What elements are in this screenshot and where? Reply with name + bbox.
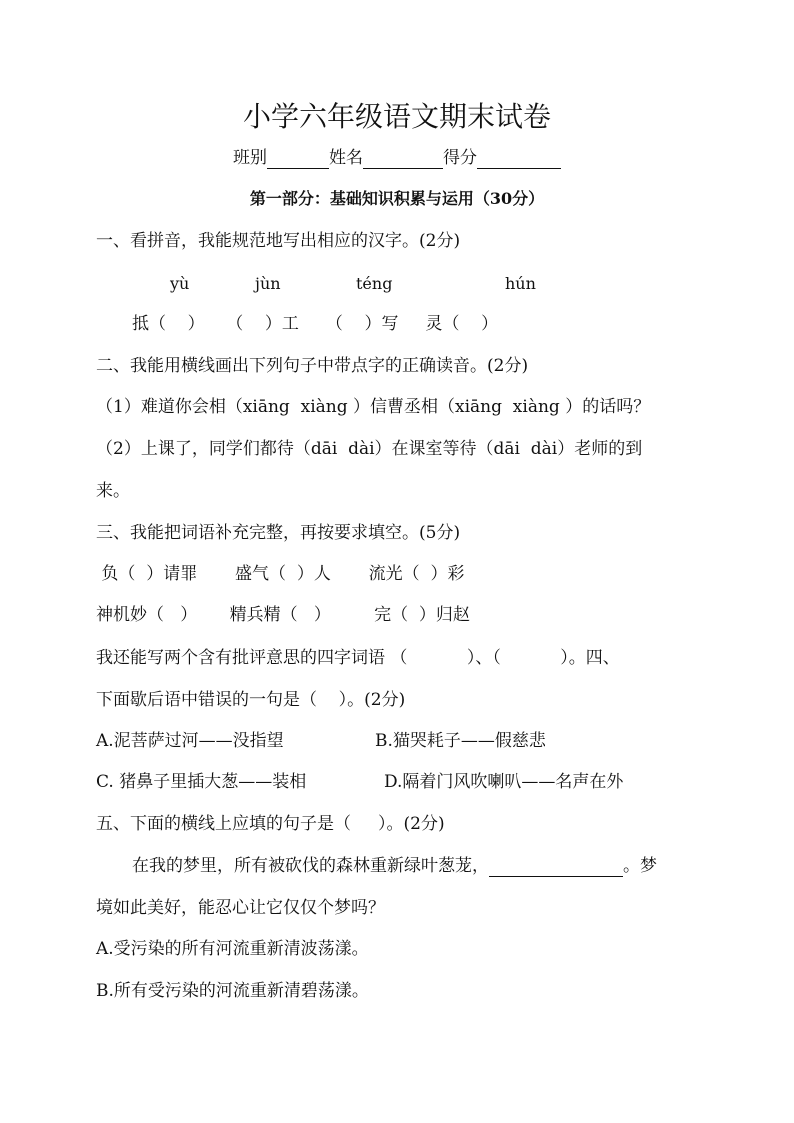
question-4-stem: 下面歇后语中错误的一句是（ ）。(2分)	[96, 690, 406, 710]
exam-title: 小学六年级语文期末试卷	[242, 100, 551, 133]
pinyin-1: yù	[170, 274, 190, 293]
question-5-passage-line-1	[132, 855, 657, 877]
question-2-stem: 二、我能用横线画出下列句子中带点字的正确读音。(2分)	[96, 356, 529, 376]
question-3-row-2: 神机妙（ ） 精兵精（ ） 完（ ）归赵	[96, 605, 470, 625]
section-heading: 第一部分：基础知识积累与运用（30分）	[249, 189, 545, 208]
question-4-option-d: D.隔着门风吹喇叭——名声在外	[384, 772, 624, 792]
question-3-row-1: 负（ ）请罪 盛气（ ）人 流光（ ）彩	[96, 564, 465, 584]
question-4-option-a: A.泥菩萨过河——没指望	[96, 731, 284, 751]
question-5-option-b: B.所有受污染的河流重新清碧荡漾。	[96, 981, 369, 1001]
question-2-sentence-1: （1）难道你会相（xiāng xiàng ）信曹丞相（xiāng xiàng ）的话吗？	[96, 397, 651, 417]
question-4-option-c: C. 猪鼻子里插大葱——装相	[96, 772, 307, 792]
question-2-sentence-2b: 来。	[96, 481, 130, 501]
question-1-pinyin-row	[0, 273, 794, 405]
passage-text-end: 。梦	[623, 856, 657, 876]
question-5-stem: 五、下面的横线上应填的句子是（ ）。(2分)	[96, 814, 445, 834]
score-blank	[477, 150, 561, 169]
pinyin-3: téng	[356, 274, 393, 293]
pinyin-2: jùn	[255, 274, 281, 293]
name-blank	[363, 150, 443, 169]
passage-text: 在我的梦里，所有被砍伐的森林重新绿叶葱茏，	[132, 856, 489, 876]
class-label: 班别	[233, 148, 267, 168]
question-1-stem: 一、看拼音，我能规范地写出相应的汉字。(2分)	[96, 231, 461, 251]
question-5-passage-line-2: 境如此美好，能忍心让它仅仅个梦吗？	[96, 898, 385, 918]
question-4-option-b: B.猫哭耗子——假慈悲	[375, 731, 546, 751]
pinyin-4: hún	[505, 274, 536, 293]
score-label: 得分	[443, 148, 477, 168]
passage-blank	[489, 858, 623, 877]
name-label: 姓名	[329, 148, 363, 168]
class-blank	[267, 150, 329, 169]
question-5-option-a: A.受污染的所有河流重新清波荡漾。	[96, 939, 369, 959]
student-info-line	[0, 147, 794, 169]
question-3-stem: 三、我能把词语补充完整，再按要求填空。(5分)	[96, 523, 461, 543]
question-3-row-3: 我还能写两个含有批评意思的四字词语 （ ）、（ ）。四、	[96, 648, 620, 668]
question-2-sentence-2a: （2）上课了，同学们都待（dāi dài）在课室等待（dāi dài）老师的到	[96, 439, 643, 459]
question-1-answer-line: 抵（ ） （ ）工 （ ）写 灵（ ）	[132, 314, 499, 334]
